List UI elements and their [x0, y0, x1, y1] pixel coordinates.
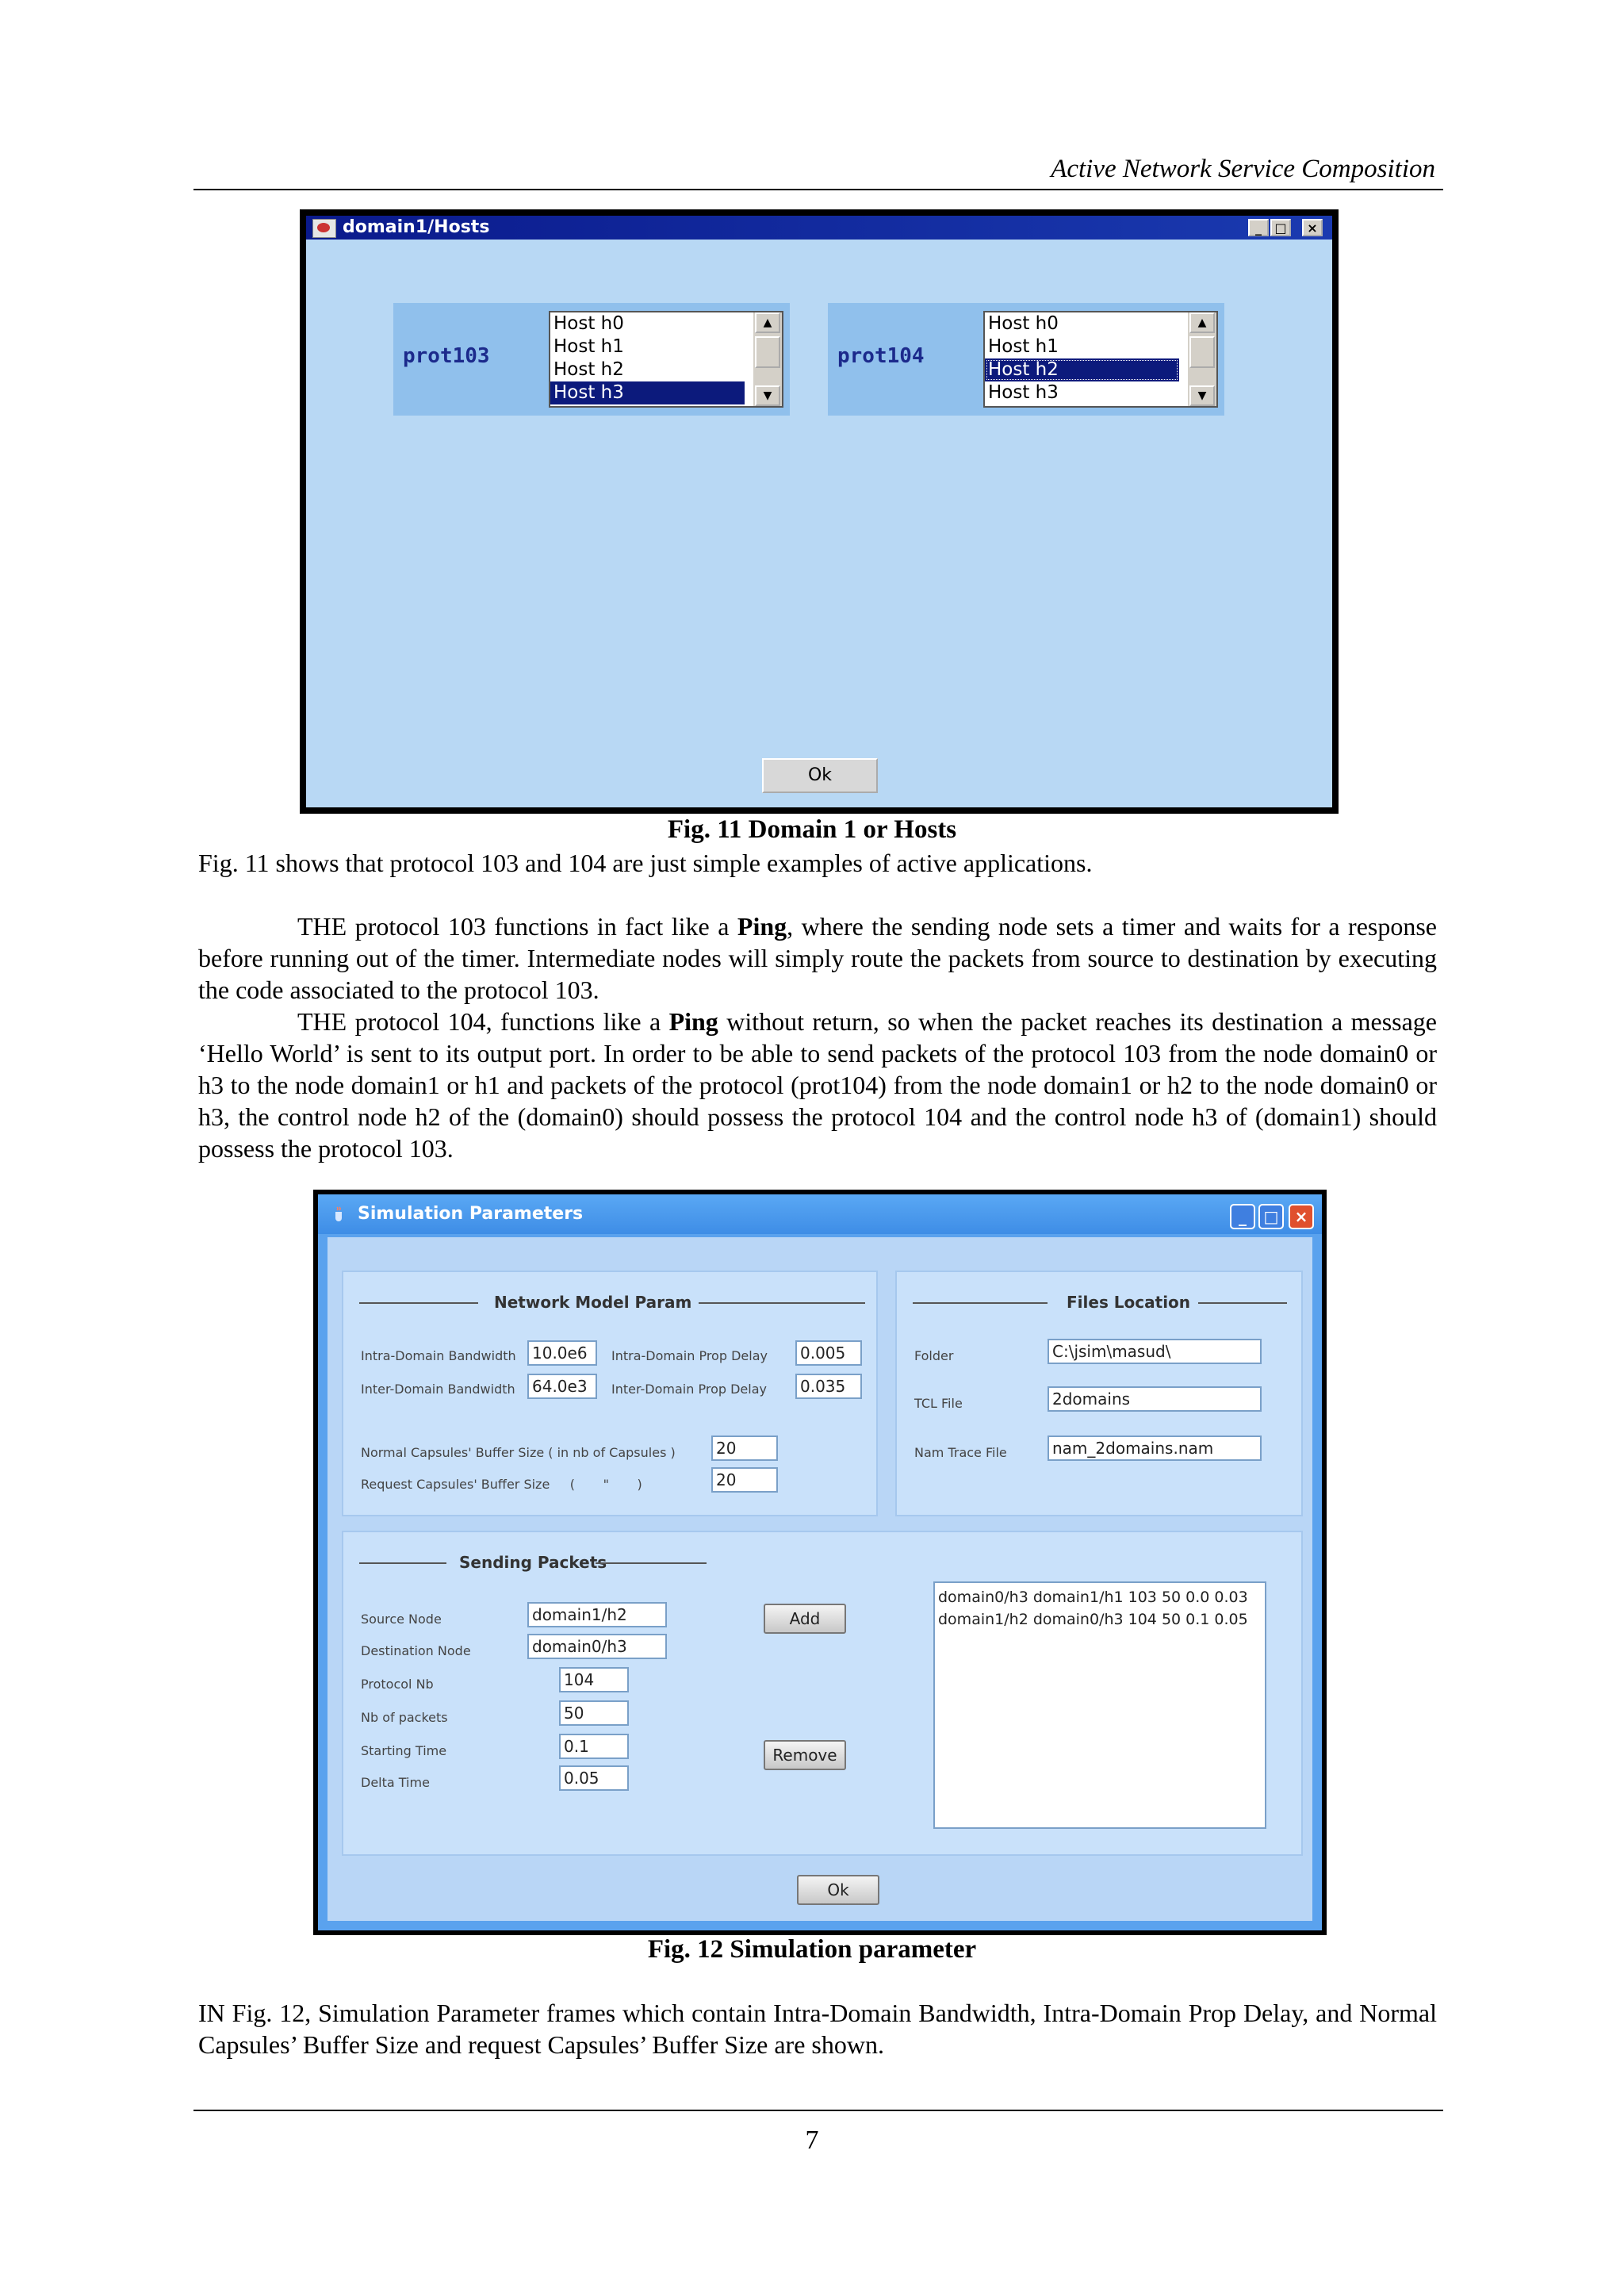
java-app-icon: [312, 219, 336, 238]
list-item[interactable]: Host h0: [553, 313, 624, 334]
minimize-button[interactable]: _: [1230, 1204, 1255, 1229]
scrollbar[interactable]: [1188, 312, 1216, 406]
window-title-bar[interactable]: [306, 216, 1332, 240]
delta-time-field[interactable]: 0.05: [559, 1765, 629, 1791]
nb-packets-label: Nb of packets: [361, 1710, 448, 1725]
window-title: domain1/Hosts: [343, 217, 490, 237]
list-item-selected[interactable]: Host h3: [550, 381, 745, 404]
inter-bandwidth-field[interactable]: 64.0e3: [527, 1374, 597, 1399]
starting-time-field[interactable]: 0.1: [559, 1734, 629, 1759]
folder-field[interactable]: C:\jsim\masud\: [1048, 1339, 1262, 1364]
normal-buffer-label: Normal Capsules' Buffer Size ( in nb of Capsules ): [361, 1445, 676, 1460]
tcl-file-label: TCL File: [914, 1396, 963, 1411]
tcl-file-field[interactable]: 2domains: [1048, 1386, 1262, 1412]
scroll-thumb[interactable]: [755, 336, 780, 368]
simulation-parameters-window: [313, 1190, 1327, 1935]
normal-buffer-field[interactable]: 20: [711, 1435, 778, 1461]
protocol-nb-label: Protocol Nb: [361, 1677, 434, 1692]
footer-rule: [193, 2110, 1443, 2111]
scroll-up-arrow-icon[interactable]: ▲: [1189, 312, 1215, 333]
intra-bandwidth-label: Intra-Domain Bandwidth: [361, 1348, 516, 1363]
source-node-label: Source Node: [361, 1612, 442, 1627]
minimize-button[interactable]: _: [1248, 219, 1269, 236]
bold-term: Ping: [737, 912, 787, 941]
protocol-nb-field[interactable]: 104: [559, 1667, 629, 1692]
intra-delay-field[interactable]: 0.005: [795, 1340, 862, 1366]
destination-node-field[interactable]: domain0/h3: [527, 1634, 667, 1659]
source-node-field[interactable]: domain1/h2: [527, 1602, 667, 1627]
nam-trace-label: Nam Trace File: [914, 1445, 1007, 1460]
folder-label: Folder: [914, 1348, 954, 1363]
paragraph: Fig. 11 shows that protocol 103 and 104 are just simple examples of active applications.: [198, 849, 1093, 877]
sending-packets-group: [342, 1531, 1303, 1856]
list-item[interactable]: Host h0: [988, 313, 1059, 334]
window-title-bar[interactable]: [318, 1194, 1322, 1234]
scroll-down-arrow-icon[interactable]: ▼: [1189, 385, 1215, 406]
files-location-group: [895, 1271, 1303, 1516]
nb-packets-field[interactable]: 50: [559, 1700, 629, 1726]
host-listbox[interactable]: [549, 311, 783, 408]
group-divider: [359, 1562, 446, 1564]
prot103-panel: [393, 303, 790, 416]
scrollbar[interactable]: [753, 312, 782, 406]
scroll-down-arrow-icon[interactable]: ▼: [755, 385, 780, 406]
window-client: [327, 1237, 1312, 1921]
ok-button[interactable]: Ok: [762, 758, 878, 793]
scroll-thumb[interactable]: [1189, 336, 1215, 368]
list-item-selected[interactable]: Host h2: [985, 358, 1179, 381]
window-title: Simulation Parameters: [358, 1204, 584, 1224]
nam-trace-field[interactable]: nam_2domains.nam: [1048, 1435, 1262, 1461]
group-divider: [1198, 1302, 1287, 1304]
maximize-button[interactable]: □: [1270, 219, 1291, 236]
group-title: Files Location: [1067, 1293, 1191, 1312]
starting-time-label: Starting Time: [361, 1743, 447, 1758]
ok-button[interactable]: Ok: [797, 1875, 879, 1905]
protocol-label: prot103: [403, 344, 490, 368]
group-divider: [699, 1302, 865, 1304]
text-run: without return, so when the packet reaches its destination a message ‘Hello World’ is sent to its output port. In order to be able to send packets of the protocol 103 from the node domain0 or h3 to the node domain1 or h1 and packets of the protocol (prot104) from the node domain1 or h2 to the node domain0 or h3, the control node h2 of the (domain0) should possess the protocol 104 and the control node h3 of (domain1) should possess the protocol 103.: [198, 1007, 1437, 1163]
scroll-up-arrow-icon[interactable]: ▲: [755, 312, 780, 333]
intra-delay-label: Intra-Domain Prop Delay: [611, 1348, 768, 1363]
bold-term: Ping: [668, 1007, 718, 1036]
list-item[interactable]: domain1/h2 domain0/h3 104 50 0.1 0.05: [938, 1611, 1248, 1628]
close-button[interactable]: ×: [1302, 219, 1323, 236]
domain1-hosts-window: [300, 209, 1339, 814]
group-divider: [359, 1302, 478, 1304]
list-item[interactable]: Host h1: [553, 336, 624, 357]
request-buffer-field[interactable]: 20: [711, 1467, 778, 1493]
page-number: 7: [805, 2125, 819, 2155]
paragraph: [198, 1006, 1437, 1164]
destination-node-label: Destination Node: [361, 1643, 471, 1658]
group-divider: [913, 1302, 1048, 1304]
prot104-panel: [828, 303, 1224, 416]
group-title: Sending Packets: [459, 1553, 607, 1572]
text-run: THE protocol 103 functions in fact like a: [297, 912, 737, 941]
maximize-button[interactable]: □: [1258, 1204, 1284, 1229]
running-title: Active Network Service Composition: [1051, 155, 1435, 183]
request-buffer-label: Request Capsules' Buffer Size ( " ): [361, 1477, 642, 1492]
add-button[interactable]: Add: [764, 1604, 846, 1634]
host-listbox[interactable]: [983, 311, 1218, 408]
inter-bandwidth-label: Inter-Domain Bandwidth: [361, 1382, 515, 1397]
intra-bandwidth-field[interactable]: 10.0e6: [527, 1340, 597, 1366]
delta-time-label: Delta Time: [361, 1775, 430, 1790]
packets-list[interactable]: [933, 1581, 1266, 1829]
remove-button[interactable]: Remove: [764, 1740, 846, 1770]
protocol-label: prot104: [837, 344, 925, 368]
close-button[interactable]: ×: [1289, 1204, 1314, 1229]
group-title: Network Model Param: [494, 1293, 692, 1312]
window-frame: [318, 1194, 1322, 1930]
window-client: [306, 216, 1332, 807]
list-item[interactable]: Host h2: [553, 359, 624, 380]
list-item[interactable]: Host h3: [988, 382, 1059, 403]
figure-caption: Fig. 12 Simulation parameter: [647, 1935, 977, 1964]
network-model-group: [342, 1271, 878, 1516]
paragraph: [198, 910, 1437, 1006]
text-run: THE protocol 104, functions like a: [297, 1007, 669, 1036]
paragraph: IN Fig. 12, Simulation Parameter frames which contain Intra-Domain Bandwidth, Intra-Domain Prop Delay, and Normal Capsules’ Buffer Size and request Capsules’ Buffer Size are shown.: [198, 1999, 1437, 2059]
list-item[interactable]: Host h1: [988, 336, 1059, 357]
inter-delay-label: Inter-Domain Prop Delay: [611, 1382, 767, 1397]
header-rule: [193, 189, 1443, 190]
group-divider: [596, 1562, 707, 1564]
inter-delay-field[interactable]: 0.035: [795, 1374, 862, 1399]
figure-caption: Fig. 11 Domain 1 or Hosts: [667, 815, 957, 844]
text-run: , where the sending node sets a timer and waits for a response before running out of the timer. Intermediate nodes will simply route the packets from source to destination by executing the code associated to the protocol 103.: [198, 912, 1438, 1004]
list-item[interactable]: domain0/h3 domain1/h1 103 50 0.0 0.03: [938, 1589, 1248, 1606]
java-cup-icon: [332, 1205, 345, 1223]
